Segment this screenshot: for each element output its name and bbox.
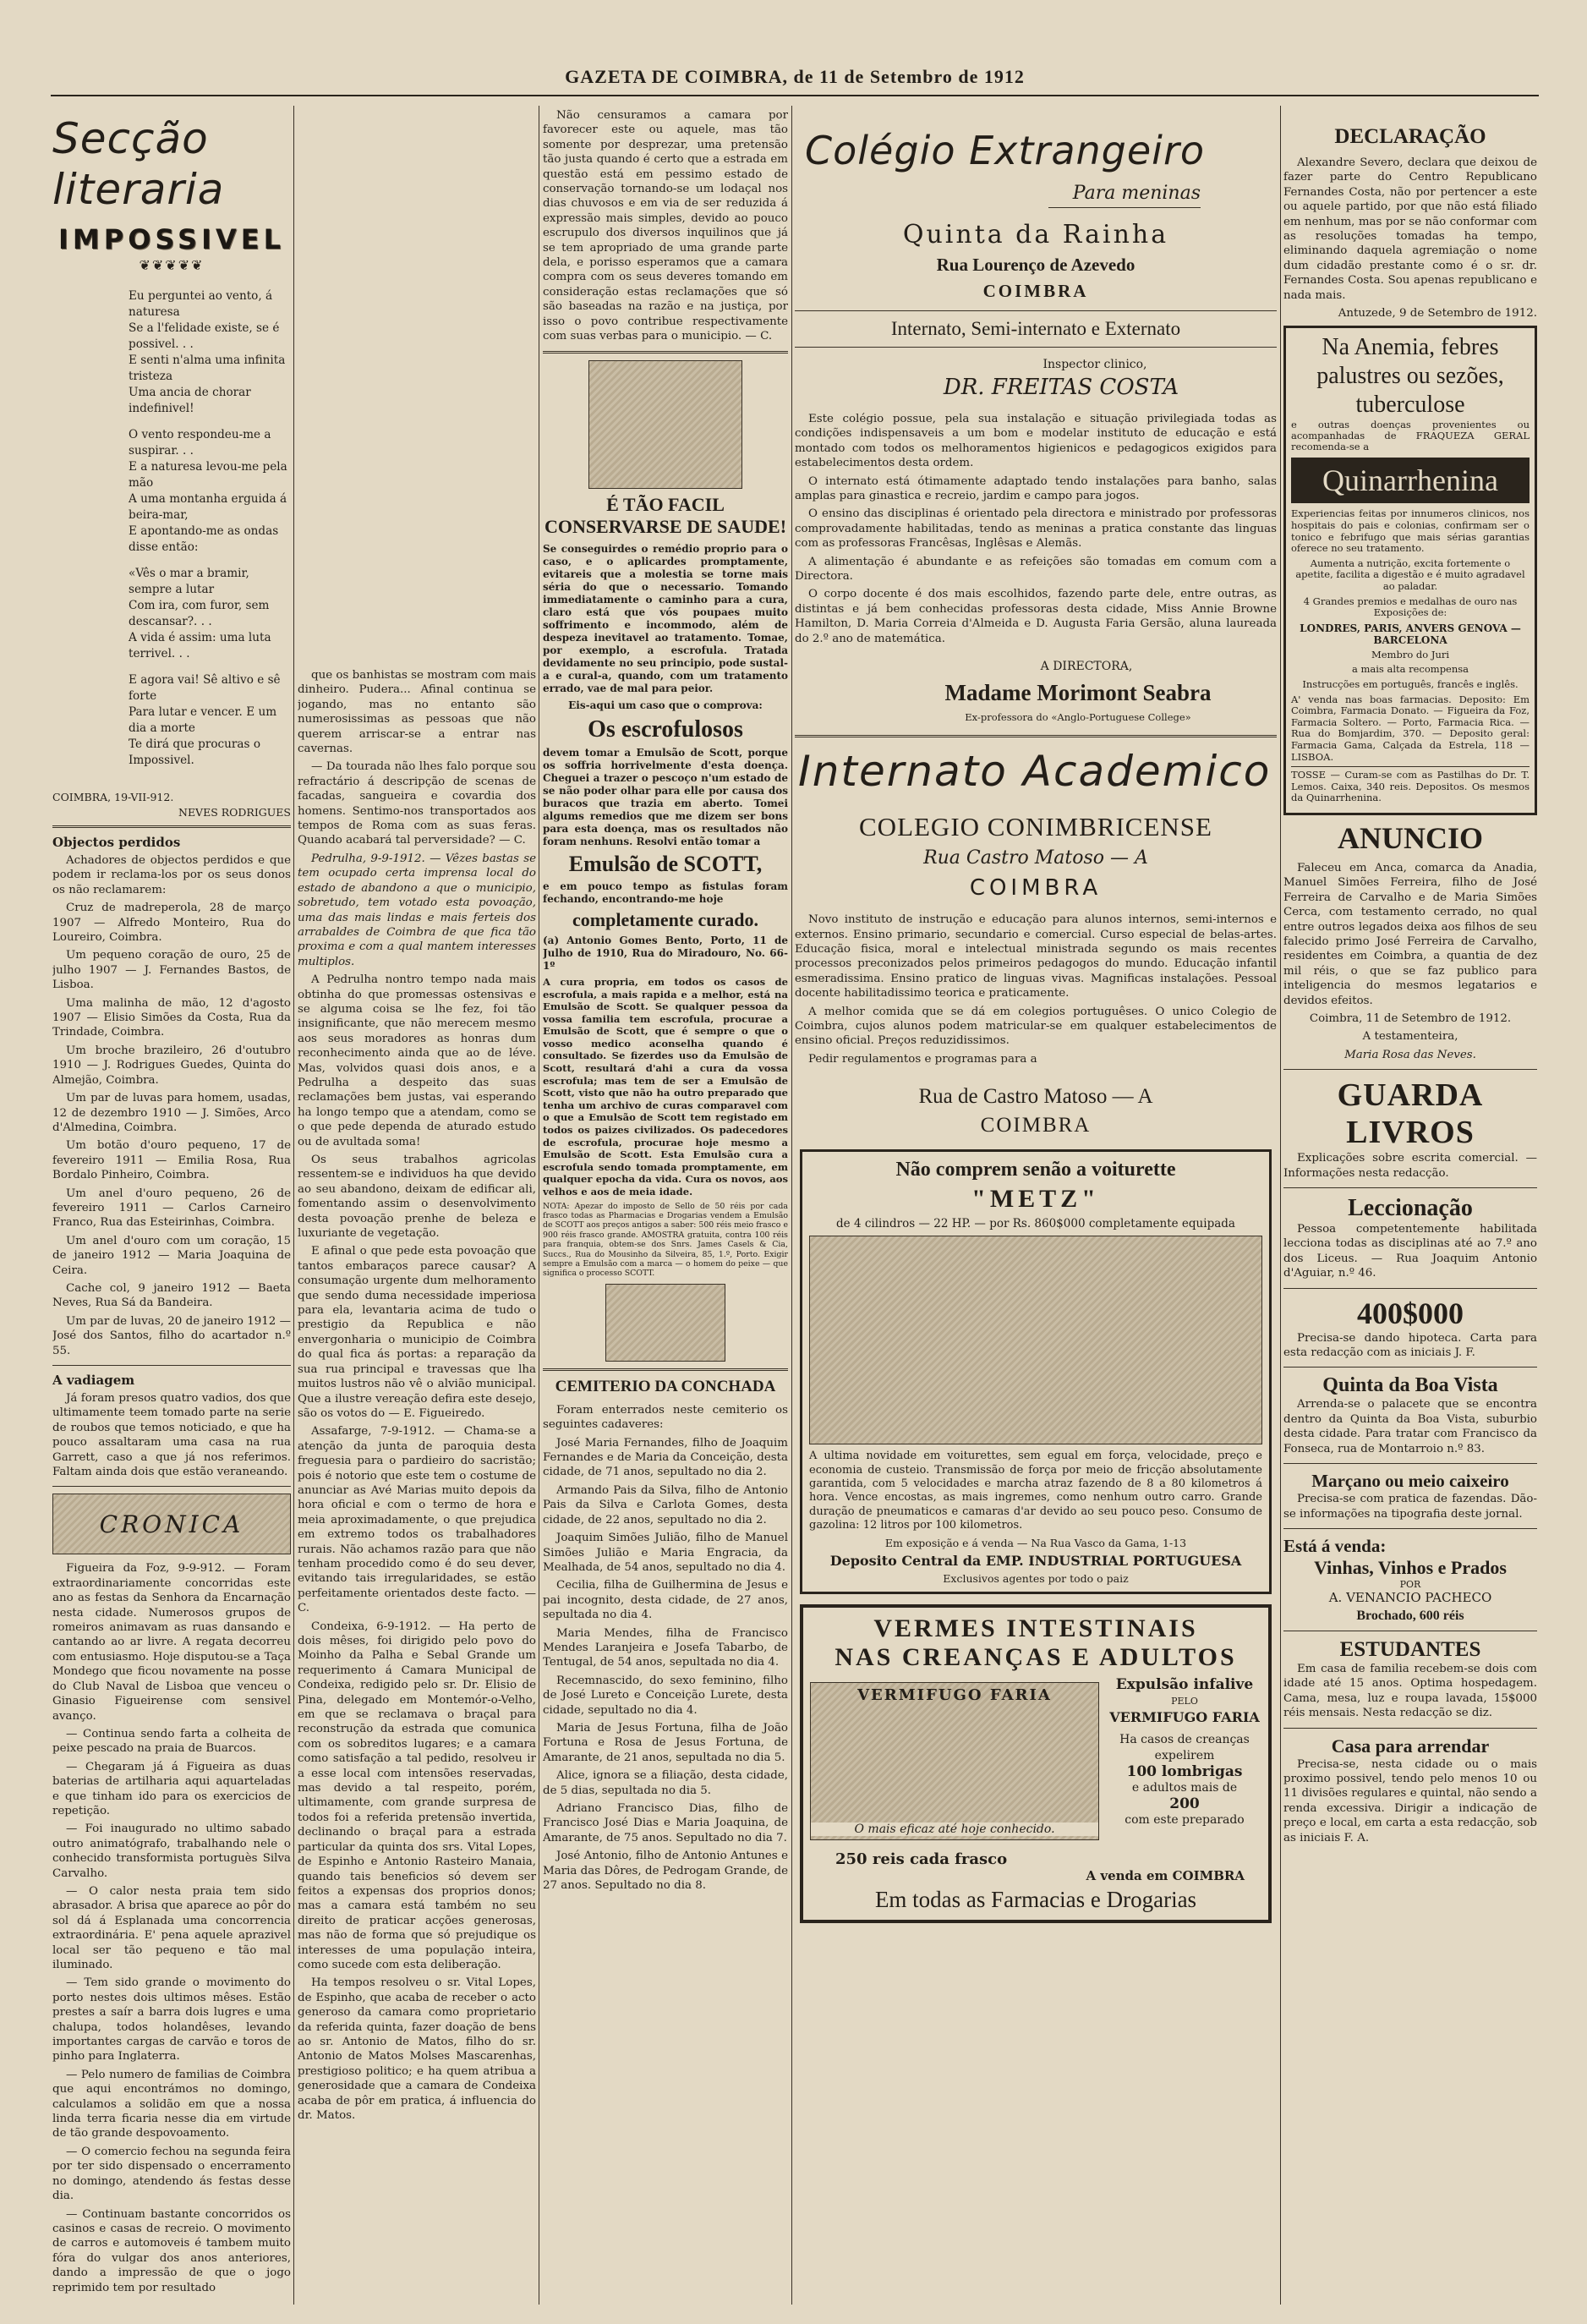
list-item: Um anel d'ouro com um coração, 15 de janeiro 1912 — Maria Joaquina de Ceira. (52, 1234, 291, 1277)
colegio-sub: Para meninas (1048, 183, 1201, 208)
list-item: Um pequeno coração de ouro, 25 de julho 1907 — J. Fernandes Bastos, de Lisboa. (52, 949, 291, 992)
vermifugo-venda: A venda em COIMBRA (1086, 1867, 1245, 1883)
metz-spec: de 4 cilindros — 22 HP. — por Rs. 860$000 completamente equipada (836, 1217, 1235, 1231)
pacheco: A. VENANCIO PACHECO (1328, 1589, 1492, 1605)
list-item: Achadores de objectos perdidos e que podem ir reclama-los por os seus donos os não reclamarem: (52, 854, 291, 896)
divider (795, 735, 1277, 737)
cronica-banner-illustration (52, 1494, 291, 1554)
cemiterio-title: CEMITERIO DA CONCHADA (555, 1377, 776, 1395)
article-paragraph: Não censuramos a camara por favorecer este ou aquele, mas tão somente por desprezar, uma pretensão tão justa quando é certo que a estrada em questão está em pessimo estado de conservação tornando-se um lodaçal nos dias chuvosos e em via de ser reduzida á expressão mais simples, devido ao pouco escrupulo dos diversos inquilinos que já se tem apropriado de uma grande parte dela, e porisso esperamos que a camara compra com os seus deveres tomando em consideração estas reclamações que só são baseadas na razão e na justiça, por isso o povo contribue respectivamente com suas verbas para o municipio. — C. (543, 109, 788, 343)
por: POR (1399, 1578, 1421, 1590)
column-1 (52, 108, 291, 2299)
academico-coimbra: COIMBRA (969, 875, 1103, 902)
stanza: «Vês o mar a bramir, sempre a lutar Com ira, com furor, sem descansar?. . . A vida é assim: uma luta terrivel. . . (129, 567, 271, 660)
metz-text: A ultima novidade em voiturettes, sem egual em força, velocidade, preço e economia de custeio. Transmissão de força por meio de fricção absolutamente garantida, com 5 velocidades e marcha atraz fazendo de 8 a 80 kilometros á hora. Vence encostas, as mais ingremes, como nenhum outro carro. Grande duração de pneumaticos e camaras d'ar devido ao seu pouco peso. Consumo de gazolina: 12 litros por 100 kilometros. (809, 1450, 1262, 1532)
conimbricense: COLEGIO CONIMBRICENSE (859, 812, 1212, 842)
poem-title: IMPOSSIVEL (58, 223, 285, 255)
cronica-banner: CRONICA (99, 1510, 244, 1538)
estudantes-title: ESTUDANTES (1339, 1637, 1481, 1661)
list-item: Uma malinha de mão, 12 d'agosto 1907 — Elisio Simões da Costa, Rua da Trindade, Coimbra. (52, 996, 291, 1039)
fish-trademark-illustration (605, 1284, 725, 1362)
anemia-sub: e outras doenças provenientes ou acompanhadas de FRAQUEZA GERAL recomenda-se a (1291, 419, 1530, 453)
list-item: Adriano Francisco Dias, filho de Francisco José Dias e Maria Joaquina, de Amarante, de 75 anos. Sepultado no dia 7. (543, 1802, 788, 1844)
premios: 4 Grandes premios e medalhas de ouro nas Exposições de: (1303, 595, 1518, 619)
doctor-name: DR. FREITAS COSTA (943, 375, 1179, 400)
instrucoes: Instrucções em português, francês e inglês. (1302, 678, 1519, 690)
casa-title: Casa para arrendar (1331, 1735, 1490, 1757)
list-item: Joaquim Simões Julião, filho de Manuel Simões Julião e Maria Engracia, da Mealhada, de 54 anos, sepultado no dia 4. (543, 1532, 788, 1574)
cemiterio-intro: Foram enterrados neste cemiterio os seguintes cadaveres: (543, 1403, 788, 1432)
column-rule (293, 106, 294, 2305)
inspector-label: Inspector clinico, (1042, 358, 1147, 371)
quinta-title: Quinta da Boa Vista (1322, 1374, 1498, 1397)
vermifugo-claims: Expulsão infalive PELO VERMIFUGO FARIA Ha casos de creanças expelirem 100 lombrigas e adultos mais de 200 com este preparado (1109, 1676, 1260, 1827)
directora-sub: Ex-professora do «Anglo-Portuguese College» (965, 711, 1191, 724)
vermes-title-2: NAS CREANÇAS E ADULTOS (835, 1642, 1237, 1671)
guarda-text: Explicações sobre escrita comercial. — Informações nesta redacção. (1283, 1152, 1537, 1180)
list-item: Um par de luvas, 20 de janeiro 1912 — José dos Santos, filho do acartador n.º 55. (52, 1314, 291, 1357)
anuncio-testamenteira: A testamenteira, (1362, 1030, 1458, 1044)
car-illustration (809, 1236, 1262, 1444)
list-item: Cruz de madreperola, 28 de março 1907 — Alfredo Monteiro, Rua do Loureiro, Coimbra. (52, 902, 291, 945)
divider (1283, 1463, 1537, 1464)
colegio-title: Colégio Extrangeiro (805, 128, 1206, 173)
scott-ad-emulsao-text: e em pouco tempo as fistulas foram fechando, encontrando-me hoje (543, 880, 788, 905)
quinta-text: Arrenda-se o palacete que se encontra dentro da Quinta da Boa Vista, suburbio desta cidade. Para tratar com Francisco da Fonseca, rua de Montarroio n.º 83. (1283, 1398, 1537, 1455)
stanza: Eu perguntei ao vento, á naturesa Se a l'felidade existe, se é possivel. . . E senti n'alma uma infinita tristeza Uma ancia de chorar indefinivel! (129, 289, 286, 415)
vermifugo-body (810, 1677, 1261, 1845)
article-paragraph: A Pedrulha nontro tempo nada mais obtinha do que promessas ostensivas e se alguma coisa se lhe fez, foi tão insignificante, que não merecem mesmo aos seus moradores as honras dum reconhecimento ainda que ao de léve. Mas, volvidos quasi dois anos, e a Pedrulha a despeito das suas reclamações bem justas, vai esperando ha longo tempo que a atendam, como se o que pede dependa de aturado estudo ou de avultada soma! (298, 973, 536, 1148)
metz-name: "METZ" (971, 1185, 1100, 1214)
article-paragraph: Assafarge, 7-9-1912. — Chama-se a atenção da junta de paroquia desta freguesia para o pardieiro do sacristão; pois é notorio que este tem o costume de anunciar as Avé Marias muito depois da hora oficial e com o termo de hora e meia aproximadamente, o que prejudica em extremo todos os trabalhadores rurais. Não achamos razão para que não tenham procedido como é do seu dever, evitando tais irregularidades, se estão perfeitamente orientados deste facto. — C. (298, 1425, 536, 1615)
leccionacao-text: Pessoa competentemente habilitada lecciona todas as disciplinas até ao 7.º ano dos Liceus. — Rua Joaquim Antonio d'Aguiar, n.º 46. (1283, 1223, 1537, 1280)
divider (52, 1365, 291, 1366)
leccionacao-title: Leccionação (1348, 1195, 1473, 1222)
stanza: O vento respondeu-me a suspirar. . . E a naturesa levou-me pela mão A uma montanha erguida á beira-mar, E apontando-me as ondas disse então: (129, 428, 287, 554)
ornament: ❦❦❦❦❦ (139, 257, 205, 273)
experiencias: Experiencias feitas por innumeros clinicos, nos hospitais do pais e colonias, confirmam ser o tonico e febrifugo que mais sérias garantias oferece no seu tratamento. (1291, 507, 1530, 555)
masthead: GAZETA DE COIMBRA, de 11 de Setembro de 1912 (565, 66, 1025, 87)
scott-ad-emulsao: Emulsão de SCOTT, (568, 851, 763, 876)
divider (1283, 1528, 1537, 1529)
estudantes-text: Em casa de familia recebem-se dois com idade até 15 anos. Optima hospedagem. Cama, mesa, luz e roupa lavada, 15$000 réis mensais. Nesta redacção se diz. (1283, 1662, 1537, 1720)
money-title: 400$000 (1357, 1296, 1464, 1330)
colegio-rua: Rua Lourenço de Azevedo (936, 255, 1136, 275)
anemia-head: Na Anemia, febres palustres ou sezões, tuberculose (1316, 334, 1504, 419)
anuncio-date: Coimbra, 11 de Setembro de 1912. (1309, 1012, 1512, 1025)
article-paragraph: Condeixa, 6-9-1912. — Ha perto de dois mêses, foi dirigido pelo povo do Moinho da Palha e Sebal Grande um requerimento á Camara Municipal de Condeixa, redigido pelo sr. Dr. Elisio de Pina, delegado em Montemór-o-Velho, em que se reclamava o braçal para reconstrução da estrada que comunica com os sobreditos lugares; e a camara como satisfação a tal pedido, resolveu ir a esse local com intensões reservadas, mas devido a tal respeito, porém, ultimamente, com grande surpresa de todos foi a referida pretensão invertida, declinando o braçal para a estrada particular da quinta dos srs. Vital Lopes, de Espinho e Antonio Rasteiro Manaia, quando tais beneficios só devem ser feitos a expensas dos proprios donos; mas a camara está também no seu direito de praticar acções generosas, mas não de forma que só prejudique os interesses de uma população inteira, como sucede com esta deliberação. (298, 1620, 536, 1971)
metz-agentes: Exclusivos agentes por todo o paiz (943, 1571, 1129, 1585)
poem (52, 288, 291, 769)
list-item: Um broche brazileiro, 26 d'outubro 1910 — J. Rodrigues Guedes, Quinta do Almejão, Coimbra. (52, 1044, 291, 1087)
list-item: Cache col, 9 janeiro 1912 — Baeta Neves, Rua Sá da Bandeira. (52, 1281, 291, 1310)
anuncio-title: ANUNCIO (1337, 820, 1483, 855)
aumenta: Aumenta a nutrição, excita fortemente o apetite, facilita a digestão e é muito agradavel ao paladar. (1295, 556, 1525, 593)
casa-text: Precisa-se, nesta cidade ou o mais proximo possivel, tendo pelo menos 10 ou 11 divisões regulares e quintal, não sendo a renda excessiva. Dirigir a indicação de preço e local, em carta a esta redacção, sob as iniciais F. A. (1283, 1757, 1537, 1844)
scott-ad-intro: Se conseguirdes o remédio proprio para o caso, e o aplicardes promptamente, evitareis que a molestia se torne mais séria do que o necessario. Tomando immediatamente o caminho para a cura, claro está que vós poupaes muito soffrimento e incommodo, além de despeza inevitavel ao tratamento. Tomae, por exemplo, a escrofula. Tratada devidamente no seu principio, pode sustal-a e cural-a, quando, com um tratamento errado, vae de mal para peior. (543, 542, 788, 694)
scott-ad-title: É TÃO FACIL CONSERVARSE DE SAUDE! (544, 493, 787, 537)
list-item: José Maria Fernandes, filho de Joaquim Fernandes e de Maria da Conceição, desta cidade, de 71 anos, sepultado no dia 2. (543, 1436, 788, 1479)
section-title: Secção literaria (52, 114, 225, 214)
metz-expo: Em exposição e á venda — Na Rua Vasco da Gama, 1-13 (884, 1536, 1187, 1549)
article-paragraph: Pedrulha, 9-9-1912. — Vêzes bastas se tem ocupado certa imprensa local do estado de abandono a que o municipio, sobretudo, tem votado esta povoação, uma das mais lindas e mais ferteis dos arrabaldes de Coimbra de que fica tão proxima e com a qual mantem interesses multiplos. (298, 852, 536, 968)
vermes-title-1: VERMES INTESTINAIS (873, 1614, 1198, 1642)
divider (1283, 1728, 1537, 1729)
masthead-rule (51, 95, 1539, 96)
column-rule (791, 106, 792, 2305)
figueira-report: Figueira da Foz, 9-9-912. — Foram extraordinariamente concorridas este ano as festas da Senhora da Encarnação nesta cidade. Numerosos grupos de romeiros animavam as ruas dansando e cantando ao ar livre. A regata decorreu com entusiasmo. Hoje disputou-se a Taça Mondego que ficou novamente na posse do Club Naval de Lisboa que venceu o Ginasio Figueirense com sensivel avanço. — Continua sendo farta a colheita de peixe pescado na praia de Buarcos. — Chegaram já á Figueira as duas baterias de artilharia aqui aquarteladas e que tinham ido para os exercicios de repetição. — Foi inaugurado no ultimo sabado outro animatógrafo, trabalhando nele o conhecido transformista portuguès Silva Carvalho. — O calor nesta praia tem sido abrasador. A brisa que aparece ao pôr do sol dá á Esplanada uma concorrencia extraordinária. E' pena aquele aprazivel local ser tão pequeno e tão mal iluminado. — Tem sido grande o movimento do porto nestes dois ultimos mêses. Estão prestes a saír a barra dois lugres e uma chalupa, todos holandêses, levando importantes cargas de carvão e toros de pinho para Inglaterra. — Pelo numero de familias de Coimbra que aqui encontrámos no domingo, calculamos a solidão em que a nossa linda terra ficaria nesse dia em virtude de tão grande despovoamento. — O comercio fechou na segunda feira por ter sido dispensado o encerramento no domingo, atendendo ás festas desse dia. — Continuam bastante concorridos os casinos e casas de recreio. O movimento de carros e automoveis é tambem muito fóra do vulgar dos anos anteriores, dando a impressão de que o jogo reprimido tem por resultado (52, 1562, 291, 2294)
vermifugo-ad (800, 1604, 1272, 1923)
list-item: Alice, ignora se a filiação, desta cidade, de 5 dias, sepultada no dia 5. (543, 1769, 788, 1797)
divider (543, 351, 788, 354)
divider (1283, 1288, 1537, 1289)
list-item: Um botão d'ouro pequeno, 17 de fevereiro 1911 — Emilia Rosa, Rua Bordalo Pinheiro, Coimbra. (52, 1139, 291, 1182)
scott-ad-body: A cura propria, em todos os casos de escrofula, a mais rapida e a melhor, está na Emulsão de Scott. Se qualquer pessoa da vossa familia tem escrofula, procurae a Emulsão de Scott, que é sempre o que o vosso medico aconselha quando é consultado. Se fizerdes uso da Emulsão de Scott, resultará d'ahi a cura da vossa escrofula; mas tem de ser a Emulsão de Scott, visto que não ha outro preparado que tenha um archivo de curas comparavel com o que a Emulsão de Scott tem registado em todos os paizes civilizados. Os padecedores de escrofula, procurae hoje mesmo a Emulsão de Scott. Esta Emulsão cura a escrofula sendo tomada promptamente, em qualquer epocha da vida. Cura os novos, aos velhos e aos de meia idade. (543, 975, 788, 1198)
vermifugo-logo: VERMIFUGO FARIA (857, 1685, 1052, 1704)
directora-name: Madame Morimont Seabra (944, 680, 1212, 706)
article-paragraph: Os seus trabalhos agricolas ressentem-se e individuos ha que devido ao seu abandono, deixam de edificar ali, fomentando assim o desenvolvimento desta povoação prenhe de beleza e luxuriante de vegetação. (298, 1154, 536, 1241)
metz-head: Não comprem senão a voiturette (895, 1159, 1176, 1181)
objectos-title: Objectos perdidos (52, 835, 181, 850)
academico-rua: Rua Castro Matoso — A (923, 847, 1148, 869)
metz-ad (800, 1149, 1272, 1593)
list-item: Recemnascido, do sexo feminino, filho de José Lureto e Conceição Lurete, desta cidade, sepultado no dia 4. (543, 1674, 788, 1717)
column-4 (795, 108, 1277, 1923)
divider (795, 347, 1277, 348)
venda-farm: A' venda nas boas farmacias. Deposito: Em Coimbra, Farmacia Donato. — Figueira da Foz, Farmacia Soltero. — Porto, Farmacia Rica. — Rua do Bomjardim, 370. — Deposito geral: Farmacia Gama, Calçada da Estrela, 118 — LISBOA. (1291, 693, 1530, 763)
poem-signature (52, 791, 291, 819)
marcano-title: Marçano ou meio caixeiro (1311, 1471, 1509, 1492)
academico-ad: Internato Academico COLEGIO CONIMBRICENSE Rua Castro Matoso — A COIMBRA Novo instituto de instrução e educação para alunos internos, semi-internos e externos. Ensino primario, secundario e comercial. Curso especial de belas-artes. Educação fisica, moral e intelectual ministrada segundo os mais recentes processos preconizados pelos primeiros pedagogos do mundo. Educação infantil esmeradissima. Ensino pratico de linguas vivas. Magnificas instalações. Pessoal docente habilitadissimo teorica e praticamente. A melhor comida que se dá em colegios portuguêses. O unico Colegio de Coimbra, cujos alunos podem matricular-se em qualquer estabelecimentos de ensino oficial. Preços reduzidissimos. Pedir regulamentos e programas para a Rua de Castro Matoso — A COIMBRA (795, 747, 1277, 1137)
academico-coimbra2: COIMBRA (980, 1114, 1092, 1137)
metz-deposito: Deposito Central da EMP. INDUSTRIAL PORTUGUESA (829, 1552, 1242, 1569)
stanza: E agora vai! Sê altivo e sê forte Para lutar e vencer. E um dia a morte Te dirá que procuras o Impossivel. (129, 673, 281, 767)
divider (1283, 1367, 1537, 1368)
internato-line: Internato, Semi-internato e Externato (890, 318, 1181, 339)
list-item: Cecilia, filha de Guilhermina de Jesus e pai incognito, desta cidade, de 27 anos, sepultada no dia 4. (543, 1579, 788, 1622)
column-rule (1280, 106, 1281, 2305)
quinta-name: Quinta da Rainha (902, 220, 1169, 249)
list-item: Armando Pais da Silva, filho de Antonio Pais da Silva e Carlota Gomes, desta cidade, de 22 anos, sepultado no dia 2. (543, 1483, 788, 1526)
vadiagem-title: A vadiagem (52, 1373, 135, 1388)
scott-ad-curado: completamente curado. (572, 908, 758, 930)
scott-ad-eis: Eis-aqui um caso que o comprova: (568, 699, 763, 711)
scott-ad-escro-text: devem tomar a Emulsão de Scott, porque os soffria horrivelmente d'esta doença. Cheguei a trazer o pescoço n'um estado de se não poder olhar para elle por causa dos buracos que trazia em aberto. Tomei algums remedios que me dizem ser bons para esta doença, mas os resultados não foram nenhuns. Resolvi então tomar a (543, 746, 788, 847)
quinarrhenina-logo: Quinarrhenina (1291, 458, 1530, 503)
article-paragraph: — Da tourada não lhes falo porque sou refractário á descripção de scenas de facadas, sangueira e covardia dos homens. Sentimo-nos transportados aos tempos de Roma com as suas feras. Quando acabará tal perversidade? — C. (298, 760, 536, 847)
marcano-text: Precisa-se com pratica de fazendas. Dão-se informações na tipografia deste jornal. (1283, 1493, 1537, 1521)
column-3 (543, 108, 788, 1896)
vermifugo-price: 250 reis cada frasco (835, 1850, 1008, 1868)
guarda-title: GUARDA LIVROS (1337, 1077, 1484, 1151)
divider (1283, 1187, 1537, 1188)
objectos-list (52, 853, 291, 1358)
anuncio-text: Faleceu em Anca, comarca da Anadia, Manuel Simões Ferreira, filho de José Ferreira de Carvalho e de Maria Simões Cerca, com testamento cerrado, no qual entre outros legados deixa aos filhos de seu falecido primo José Ferreira de Carvalho, residentes em Coimbra, a quantia de dez mil réis, o que se faz publico para inteligencia do mesmos legatarios e devidos efeitos. (1283, 861, 1537, 1007)
article-paragraph: Ha tempos resolveu o sr. Vital Lopes, de Espinho, que acaba de receber o acto generoso da camara como proprietario da referida quinta, fazer doação de bens ao sr. Antonio de Matos, filho do sr. Antonio de Matos Molses Mascarenhas, prestigioso politico; e ha quem atribua a generosidade que a camara de Condeixa acaba de pôr em pratica, á influencia do dr. Matos. (298, 1976, 536, 2122)
hipoteca-text: Precisa-se dando hipoteca. Carta para esta redacção com as iniciais J. F. (1283, 1331, 1537, 1360)
vinhas-title: Vinhas, Vinhos e Prados (1314, 1556, 1507, 1578)
alta: a mais alta recompensa (1351, 663, 1469, 676)
vermifugo-farmacias: Em todas as Farmacias e Drogarias (874, 1886, 1197, 1912)
quinarrhenina-ad (1283, 326, 1537, 814)
declaracao-text: Alexandre Severo, declara que deixou de fazer parte do Centro Republicano Fernandes Costa, não por pertencer a este ou aquele partido, por que não está filiado em nenhum, mas por se não conformar com as resoluções tomadas ha tempo, eliminando daquela agremiação o nome dum cidadão prestante como é o sr. dr. Fernandes Costa. Sou apenas republicano e nada mais. (1283, 156, 1537, 302)
academico-title: Internato Academico (798, 747, 1272, 797)
cidades: LONDRES, PARIS, ANVERS GENOVA — BARCELONA (1300, 622, 1521, 646)
vermifugo-slogan: O mais eficaz até hoje conhecido. (811, 1822, 1098, 1836)
list-item: José Antonio, filho de Antonio Antunes e Maria das Dôres, de Pedrogam Grande, de 27 anos. Sepultado no dia 8. (543, 1850, 788, 1893)
juri: Membro do Juri (1371, 648, 1450, 660)
colegio-ad: Colégio Extrangeiro Para meninas Quinta da Rainha Rua Lourenço de Azevedo COIMBRA Internato, Semi-internato e Externato Inspector clinico, DR. FREITAS COSTA Este colégio possue, pela sua instalação e situação privilegiada todas as condições indispensaveis a um bom e modelar instituto de educação e está montado com todos os melhoramentos higienicos e pedagogicos exigidos para estabelecimentos desta ordem. O internato está ótimamente adaptado tendo instalações para banho, salas amplas para ginastica e recreio, jardim e campo para jogos. O ensino das disciplinas é orientado pela directora e ministrado por professoras comprovadamente habilitadas, tendo as meninas a pratica constante das linguas com as professoras Francêsas, Inglêsas e Alemãs. A alimentação é abundante e as refeições são tomadas em comum com a Directora. O corpo docente é dos mais escolhidos, fazendo parte dele, entre outras, as distintas e já bem conhecidas professoras desta cidade, Miss Annie Browne Hamilton, D. Maria Correia d'Almeida e D. Augusta Faria Gersão, aluna laureada do 2.º ano de matemática. A DIRECTORA, Madame Morimont Seabra Ex-professora do «Anglo-Portuguese College» (795, 125, 1277, 723)
tosse: TOSSE — Curam-se com as Pastilhas do Dr. T. Lemos. Caixa, 340 reis. Depositos. Os mesmos da Quinarrhenina. (1291, 766, 1530, 804)
divider (52, 1486, 291, 1487)
declaracao-date: Antuzede, 9 de Setembro de 1912. (1338, 307, 1537, 321)
divider (52, 825, 291, 828)
poem-place: COIMBRA, 19-VII-912. (52, 791, 174, 803)
vermifugo-illustration (810, 1682, 1099, 1840)
list-item: Maria de Jesus Fortuna, filha de João Fortuna e Rosa de Jesus Fortuna, de Amarante, de 21 anos, sepultada no dia 5. (543, 1721, 788, 1764)
scott-ad-nota: NOTA: Apezar do imposto de Sello de 50 réis por cada frasco todas as Pharmacias e Drogarias vendem a Emulsão de SCOTT aos preços antigos a saber: 500 réis meio frasco e 900 réis frasco grande. AMOSTRA gratuita, contra 100 réis para franquia, obtem-se dos Snrs. James Casels & Cia, Succs., Rua do Mousinho da Silveira, 85, 1.º, Porto. Exigir sempre a Emulsão com a marca — o homem do peixe — que significa o processo SCOTT. (543, 1201, 788, 1279)
venda-title: Está á venda: (1283, 1535, 1387, 1556)
directora-label: A DIRECTORA, (1040, 660, 1133, 674)
column-5 (1283, 108, 1537, 1849)
article-paragraph: que os banhistas se mostram com mais dinheiro. Pudera... Afinal continua se jogando, mas no entanto são numerosissimas as pessoas que não querem arriscar-se a entrar nas cavernas. (298, 669, 536, 756)
divider (1283, 1069, 1537, 1070)
academico-rua2: Rua de Castro Matoso — A (918, 1085, 1153, 1109)
list-item: Um par de luvas para homem, usadas, 12 de dezembro 1910 — J. Simões, Arco d'Almedina, Coimbra. (52, 1092, 291, 1134)
vadiagem-text: Já foram presos quatro vadios, dos que ultimamente teem tomado parte na serie de roubos que temos noticiado, e que ha pouco assaltaram uma casa na rua Garrett, caso a que já nos referimos. Faltam ainda dois que estão veraneando. (52, 1392, 291, 1479)
brochado: Brochado, 600 réis (1356, 1608, 1464, 1623)
anuncio-name: Maria Rosa das Neves. (1344, 1048, 1476, 1061)
scott-ad-signature: (a) Antonio Gomes Bento, Porto, 11 de Julho de 1910, Rua do Miradouro, No. 66-1º (543, 934, 788, 972)
poem-author: NEVES RODRIGUES (178, 806, 291, 819)
divider (543, 1368, 788, 1371)
colegio-coimbra: COIMBRA (982, 281, 1089, 301)
column-2 (298, 668, 536, 2126)
list-item: Maria Mendes, filha de Francisco Mendes Laranjeira e Josefa Tabarbo, de Tentugal, de 54 anos, sepultada no dia 4. (543, 1626, 788, 1669)
article-paragraph: E afinal o que pede esta povoação que tantos embaraços parece causar? A consumação urgente dum melhoramento que sendo duma necessidade imperiosa para ela, levantaria acima de tudo o prestigio da Republica e não envergonharia o municipio de Coimbra do qual fica ás portas: a reparação da sua rua principal e travessas que lha muitos lustros não vê o alvião municipal. Que a ilustre vereação defira este desejo, são os votos do — E. Figueiredo. (298, 1245, 536, 1420)
scott-ad-escrofulosos: Os escrofulosos (588, 715, 743, 743)
fisherman-illustration (588, 360, 742, 489)
declaracao-title: DECLARAÇÃO (1334, 125, 1486, 148)
list-item: Um anel d'ouro pequeno, 26 de fevereiro 1911 — Carlos Carneiro Franco, Rua das Esteirinhas, Coimbra. (52, 1187, 291, 1230)
divider (795, 310, 1277, 311)
